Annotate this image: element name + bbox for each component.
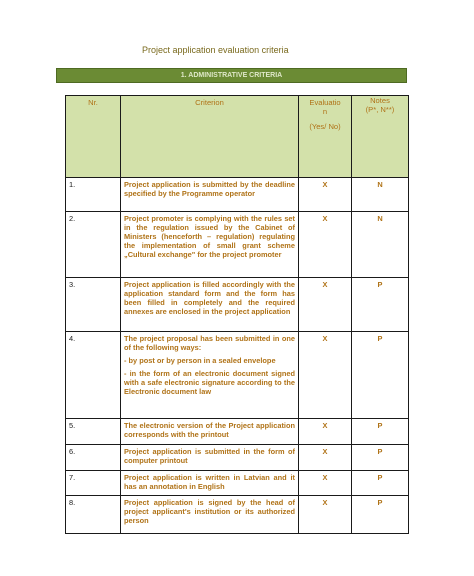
table-header-row	[66, 96, 409, 178]
row-number: 4.	[66, 332, 121, 419]
row-criterion	[121, 419, 299, 445]
row-criterion	[121, 278, 299, 332]
row-number: 8.	[66, 496, 121, 534]
row-number: 2.	[66, 212, 121, 278]
row-notes: P	[352, 496, 409, 534]
criterion-text: Project application is submitted by the deadline specified by the Programme operator	[124, 180, 295, 198]
criterion-text: Project application is written in Latvian and it has an annotation in English	[124, 473, 295, 491]
table-row	[66, 496, 409, 534]
row-notes: P	[352, 471, 409, 496]
row-evaluation: X	[299, 471, 352, 496]
row-criterion	[121, 212, 299, 278]
row-criterion	[121, 496, 299, 534]
header-notes-line2: (P*, N**)	[365, 105, 395, 114]
header-nr: Nr.	[66, 96, 121, 178]
row-criterion	[121, 445, 299, 471]
row-evaluation: X	[299, 496, 352, 534]
table-row	[66, 419, 409, 445]
header-evaluation-line1: Evaluatio	[309, 98, 341, 107]
row-notes: P	[352, 278, 409, 332]
criterion-text: The project proposal has been submitted in one of the following ways:	[124, 334, 295, 352]
table-row	[66, 212, 409, 278]
document-title: Project application evaluation criteria	[142, 45, 289, 55]
criterion-text: Project promoter is complying with the rules set in the regulation issued by the Cabinet of Ministers (henceforth – regulation) regulating the implementation of small grant scheme „Cultural exchange" for the project promoter	[124, 214, 295, 259]
row-notes: N	[352, 212, 409, 278]
header-evaluation	[299, 96, 352, 178]
row-criterion	[121, 178, 299, 212]
row-evaluation: X	[299, 178, 352, 212]
header-evaluation-line3: (Yes/ No)	[309, 122, 341, 131]
table-row	[66, 332, 409, 419]
table-row	[66, 178, 409, 212]
row-notes: P	[352, 332, 409, 419]
row-notes: P	[352, 445, 409, 471]
row-evaluation: X	[299, 445, 352, 471]
header-notes	[352, 96, 409, 178]
criterion-text: - in the form of an electronic document signed with a safe electronic signature according to the Electronic document law	[124, 369, 295, 396]
row-criterion	[121, 332, 299, 419]
row-number: 1.	[66, 178, 121, 212]
table-row	[66, 445, 409, 471]
row-evaluation: X	[299, 212, 352, 278]
row-criterion	[121, 471, 299, 496]
table-row	[66, 278, 409, 332]
header-evaluation-line2: n	[322, 107, 328, 116]
header-criterion: Criterion	[121, 96, 299, 178]
row-number: 5.	[66, 419, 121, 445]
section-heading-bar: 1. ADMINISTRATIVE CRITERIA	[56, 68, 407, 83]
header-notes-line1: Notes	[370, 96, 390, 105]
criterion-text: The electronic version of the Project application corresponds with the printout	[124, 421, 295, 439]
criteria-rows	[66, 178, 409, 534]
criterion-text: - by post or by person in a sealed envelope	[124, 356, 276, 365]
criteria-table	[65, 95, 409, 534]
row-evaluation: X	[299, 419, 352, 445]
row-number: 3.	[66, 278, 121, 332]
row-evaluation: X	[299, 332, 352, 419]
row-notes: N	[352, 178, 409, 212]
row-number: 7.	[66, 471, 121, 496]
criterion-text: Project application is submitted in the form of computer printout	[124, 447, 295, 465]
criterion-text: Project application is filled accordingly with the application standard form and the form has been filled in completely and the required annexes are enclosed in the project application	[124, 280, 295, 316]
row-evaluation: X	[299, 278, 352, 332]
criterion-text: Project application is signed by the head of project applicant's institution or its authorized person	[124, 498, 295, 525]
row-number: 6.	[66, 445, 121, 471]
table-row	[66, 471, 409, 496]
row-notes: P	[352, 419, 409, 445]
